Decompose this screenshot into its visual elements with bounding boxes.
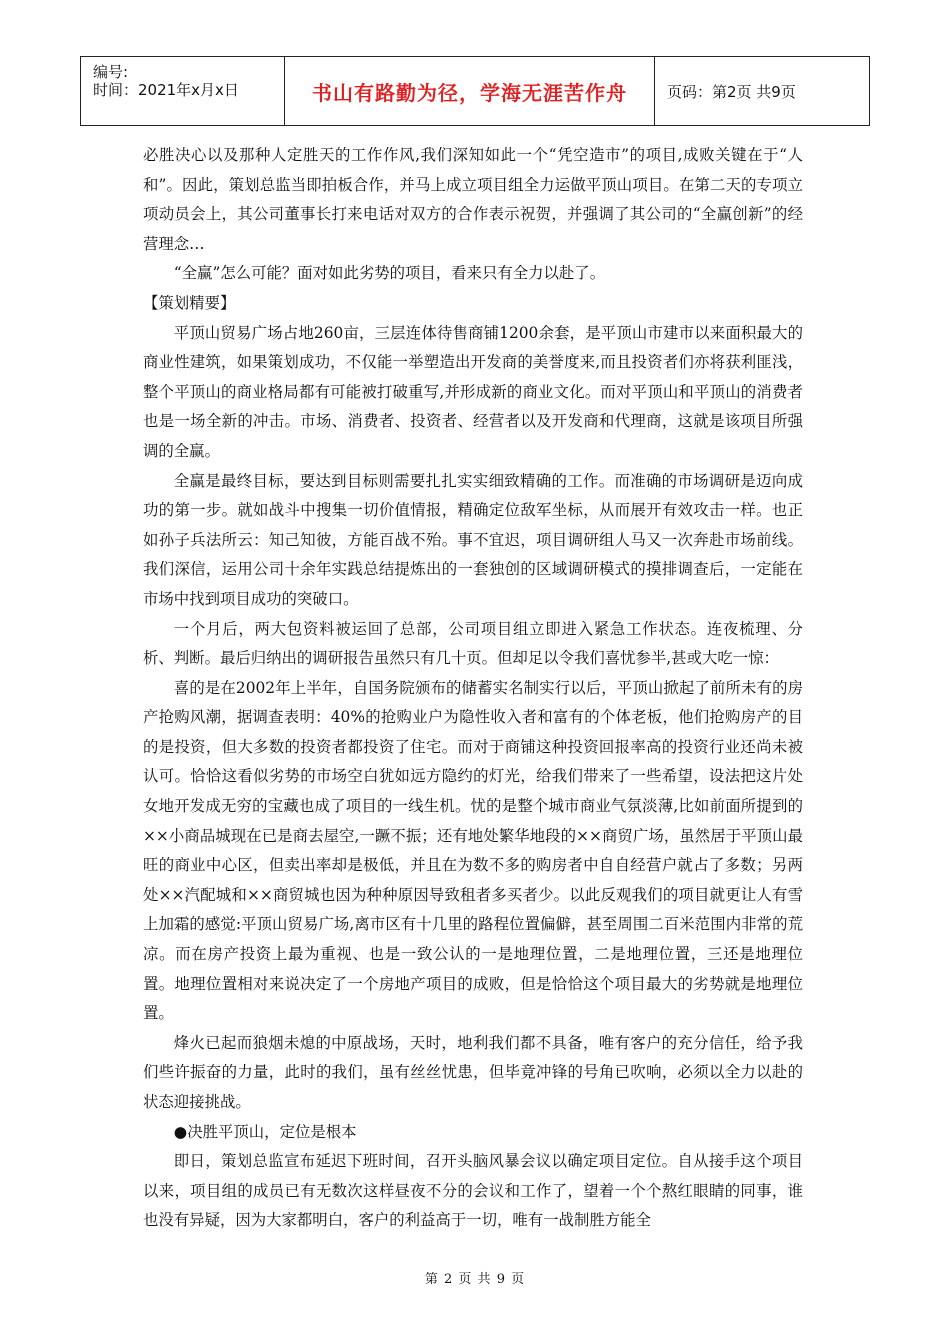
header-meta-cell — [81, 57, 285, 125]
header-page-info: 页码：第2页 共9页 — [667, 82, 796, 101]
paragraph: 平顶山贸易广场占地260亩，三层连体待售商铺1200余套，是平顶山市建市以来面积最大的商业性建筑，如果策划成功，不仅能一举塑造出开发商的美誉度来,而且投资者们亦将获利匪浅，整个平顶山的商业格局都有可能被打破重写,并形成新的商业文化。而对平顶山和平顶山的消费者也是一场全新的冲击。市场、消费者、投资者、经营者以及开发商和代理商，这就是该项目所强调的全赢。 — [143, 323, 803, 460]
paragraph: 一个月后，两大包资料被运回了总部，公司项目组立即进入紧急工作状态。连夜梳理、分析、判断。最后归纳出的调研报告虽然只有几十页。但却足以令我们喜忧参半,甚或大吃一惊： — [143, 619, 803, 668]
paragraph: 全赢是最终目标，要达到目标则需要扎扎实实细致精确的工作。而准确的市场调研是迈向成功的第一步。就如战斗中搜集一切价值情报，精确定位敌军坐标，从而展开有效攻击一样。也正如孙子兵法所云：知己知彼，方能百战不殆。事不宜迟，项目调研组人马又一次奔赴市场前线。我们深信，运用公司十余年实践总结提炼出的一套独创的区域调研模式的摸排调查后，一定能在市场中找到项目成功的突破口。 — [143, 471, 803, 608]
paragraph: 喜的是在2002年上半年，自国务院颁布的储蓄实名制实行以后，平顶山掀起了前所未有的房产抢购风潮，据调查表明：40%的抢购业户为隐性收入者和富有的个体老板，他们抢购房产的目的是投资，但大多数的投资者都投资了住宅。而对于商铺这种投资回报率高的投资行业还尚未被认可。恰恰这看似劣势的市场空白犹如远方隐约的灯光，给我们带来了一些希望，设法把这片处女地开发成无穷的宝藏也成了项目的一线生机。忧的是整个城市商业气氛淡薄,比如前面所提到的××小商品城现在已是商去屋空,一蹶不振；还有地处繁华地段的××商贸广场，虽然居于平顶山最旺的商业中心区，但卖出率却是极低，并且在为数不多的购房者中自自经营户就占了多数；另两处××汽配城和××商贸城也因为种种原因导致租者多买者少。以此反观我们的项目就更让人有雪上加霜的感觉:平顶山贸易广场,离市区有十几里的路程位置偏僻，甚至周围二百米范围内非常的荒凉。而在房产投资上最为重视、也是一致公认的一是地理位置，二是地理位置，三还是地理位置。地理位置相对来说决定了一个房地产项目的成败，但是恰恰这个项目最大的劣势就是地理位置。 — [143, 678, 803, 1023]
page-footer: 第 2 页 共 9 页 — [424, 1272, 526, 1287]
bullet-heading: ●决胜平顶山，定位是根本 — [173, 1122, 357, 1141]
paragraph: 即日，策划总监宣布延迟下班时间，召开头脑风暴会议以确定项目定位。自从接手这个项目以来，项目组的成员已有无数次这样昼夜不分的会议和工作了，望着一个个熬红眼睛的同事，谁也没有异疑，因为大家都明白，客户的利益高于一切，唯有一战制胜方能全 — [143, 1152, 803, 1230]
header-motto: 书山有路勤为径，学海无涯苦作舟 — [285, 57, 655, 125]
paragraph-continuation: 必胜决心以及那种人定胜天的工作作风,我们深知如此一个“凭空造市”的项目,成败关键在于“人和”。因此，策划总监当即拍板合作，并马上成立项目组全力运做平顶山项目。在第二天的专项立项动员会上，其公司董事长打来电话对双方的合作表示祝贺，并强调了其公司的“全赢创新”的经营理念… — [143, 146, 803, 253]
page-header — [80, 56, 870, 126]
document-number-label: 编号: — [93, 63, 129, 81]
document-date: 时间：2021年x月x日 — [93, 81, 239, 99]
paragraph: 烽火已起而狼烟未熄的中原战场，天时，地利我们都不具备，唯有客户的充分信任，给予我们些许振奋的力量，此时的我们，虽有丝丝忧患，但毕竟冲锋的号角已吹响，必须以全力以赴的状态迎接挑战。 — [143, 1033, 803, 1111]
paragraph: “全赢”怎么可能？面对如此劣势的项目，看来只有全力以赴了。 — [173, 264, 606, 283]
section-heading: 【策划精要】 — [143, 293, 236, 312]
document-body — [143, 141, 803, 1236]
